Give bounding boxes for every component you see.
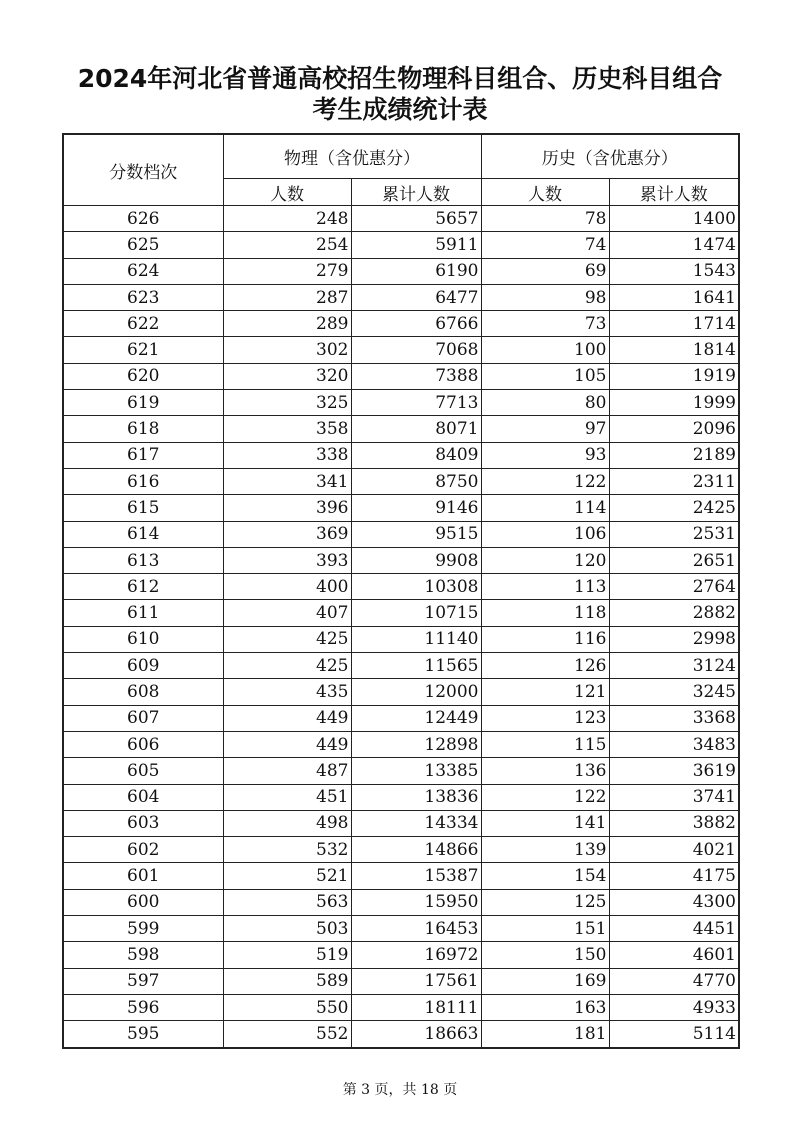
table-row xyxy=(63,574,739,600)
cell-physics-count: 503 xyxy=(223,916,351,942)
cell-history-cumulative: 3245 xyxy=(609,679,739,705)
cell-history-count: 113 xyxy=(481,574,609,600)
cell-history-cumulative: 5114 xyxy=(609,1021,739,1048)
cell-score: 614 xyxy=(63,521,223,547)
cell-score: 613 xyxy=(63,547,223,573)
cell-physics-count: 521 xyxy=(223,863,351,889)
cell-history-cumulative: 4021 xyxy=(609,837,739,863)
cell-history-count: 163 xyxy=(481,994,609,1020)
table-row xyxy=(63,416,739,442)
cell-score: 608 xyxy=(63,679,223,705)
cell-physics-cumulative: 18663 xyxy=(351,1021,481,1048)
cell-physics-count: 519 xyxy=(223,942,351,968)
cell-physics-cumulative: 7713 xyxy=(351,390,481,416)
document-title-line1: 2024年河北省普通高校招生物理科目组合、历史科目组合 xyxy=(77,64,723,93)
cell-history-count: 150 xyxy=(481,942,609,968)
cell-score: 611 xyxy=(63,600,223,626)
cell-physics-cumulative: 12000 xyxy=(351,679,481,705)
table-row xyxy=(63,390,739,416)
cell-physics-cumulative: 8750 xyxy=(351,468,481,494)
cell-score: 596 xyxy=(63,994,223,1020)
cell-physics-cumulative: 7388 xyxy=(351,363,481,389)
table-row xyxy=(63,495,739,521)
header-physics-cumulative: 累计人数 xyxy=(351,179,481,206)
table-header xyxy=(63,134,739,206)
cell-history-count: 141 xyxy=(481,810,609,836)
cell-score: 604 xyxy=(63,784,223,810)
cell-physics-cumulative: 5657 xyxy=(351,206,481,232)
cell-physics-count: 289 xyxy=(223,311,351,337)
cell-history-cumulative: 1400 xyxy=(609,206,739,232)
cell-physics-cumulative: 9908 xyxy=(351,547,481,573)
cell-physics-count: 369 xyxy=(223,521,351,547)
cell-history-cumulative: 1641 xyxy=(609,284,739,310)
cell-physics-cumulative: 16453 xyxy=(351,916,481,942)
cell-history-cumulative: 2531 xyxy=(609,521,739,547)
cell-history-cumulative: 2882 xyxy=(609,600,739,626)
cell-history-count: 123 xyxy=(481,705,609,731)
table-row xyxy=(63,942,739,968)
cell-physics-count: 532 xyxy=(223,837,351,863)
cell-physics-count: 449 xyxy=(223,731,351,757)
cell-physics-cumulative: 13385 xyxy=(351,758,481,784)
cell-physics-count: 563 xyxy=(223,889,351,915)
cell-physics-cumulative: 6190 xyxy=(351,258,481,284)
cell-history-cumulative: 1543 xyxy=(609,258,739,284)
table-row xyxy=(63,284,739,310)
cell-score: 603 xyxy=(63,810,223,836)
cell-physics-cumulative: 10308 xyxy=(351,574,481,600)
cell-score: 618 xyxy=(63,416,223,442)
cell-history-count: 78 xyxy=(481,206,609,232)
cell-physics-count: 425 xyxy=(223,653,351,679)
cell-physics-cumulative: 15950 xyxy=(351,889,481,915)
cell-physics-cumulative: 11565 xyxy=(351,653,481,679)
cell-history-count: 181 xyxy=(481,1021,609,1048)
cell-history-cumulative: 1714 xyxy=(609,311,739,337)
table-row xyxy=(63,1021,739,1048)
cell-history-count: 69 xyxy=(481,258,609,284)
cell-physics-cumulative: 9146 xyxy=(351,495,481,521)
header-history-cumulative: 累计人数 xyxy=(609,179,739,206)
cell-physics-cumulative: 10715 xyxy=(351,600,481,626)
document-title-line2: 考生成绩统计表 xyxy=(312,95,488,124)
header-history-count: 人数 xyxy=(481,179,609,206)
cell-history-count: 93 xyxy=(481,442,609,468)
cell-physics-cumulative: 11140 xyxy=(351,626,481,652)
cell-physics-cumulative: 17561 xyxy=(351,968,481,994)
cell-history-cumulative: 3741 xyxy=(609,784,739,810)
cell-physics-cumulative: 6477 xyxy=(351,284,481,310)
cell-score: 607 xyxy=(63,705,223,731)
cell-physics-count: 487 xyxy=(223,758,351,784)
cell-physics-count: 550 xyxy=(223,994,351,1020)
cell-history-count: 122 xyxy=(481,468,609,494)
cell-history-cumulative: 4300 xyxy=(609,889,739,915)
table-row xyxy=(63,206,739,232)
table-row xyxy=(63,758,739,784)
cell-physics-cumulative: 7068 xyxy=(351,337,481,363)
cell-physics-count: 279 xyxy=(223,258,351,284)
cell-history-count: 80 xyxy=(481,390,609,416)
cell-history-count: 73 xyxy=(481,311,609,337)
table-row xyxy=(63,810,739,836)
cell-physics-cumulative: 13836 xyxy=(351,784,481,810)
cell-history-count: 97 xyxy=(481,416,609,442)
cell-physics-count: 449 xyxy=(223,705,351,731)
table-row xyxy=(63,889,739,915)
cell-score: 610 xyxy=(63,626,223,652)
cell-physics-cumulative: 8409 xyxy=(351,442,481,468)
cell-score: 609 xyxy=(63,653,223,679)
cell-history-count: 105 xyxy=(481,363,609,389)
cell-physics-cumulative: 5911 xyxy=(351,232,481,258)
table-row xyxy=(63,600,739,626)
table-row xyxy=(63,468,739,494)
cell-physics-cumulative: 14866 xyxy=(351,837,481,863)
cell-history-cumulative: 2998 xyxy=(609,626,739,652)
table-row xyxy=(63,731,739,757)
cell-physics-count: 325 xyxy=(223,390,351,416)
header-history: 历史（含优惠分） xyxy=(481,134,739,179)
cell-history-cumulative: 2189 xyxy=(609,442,739,468)
cell-history-cumulative: 1919 xyxy=(609,363,739,389)
cell-history-count: 98 xyxy=(481,284,609,310)
cell-score: 595 xyxy=(63,1021,223,1048)
cell-physics-count: 425 xyxy=(223,626,351,652)
cell-physics-cumulative: 6766 xyxy=(351,311,481,337)
cell-physics-cumulative: 18111 xyxy=(351,994,481,1020)
cell-history-count: 115 xyxy=(481,731,609,757)
cell-score: 626 xyxy=(63,206,223,232)
cell-history-count: 116 xyxy=(481,626,609,652)
cell-score: 599 xyxy=(63,916,223,942)
page-footer: 第 3 页，共 18 页 xyxy=(342,1082,458,1098)
cell-physics-count: 254 xyxy=(223,232,351,258)
table-row xyxy=(63,784,739,810)
cell-history-count: 136 xyxy=(481,758,609,784)
cell-history-cumulative: 3124 xyxy=(609,653,739,679)
cell-history-cumulative: 2096 xyxy=(609,416,739,442)
table-row xyxy=(63,337,739,363)
cell-physics-count: 341 xyxy=(223,468,351,494)
table-row xyxy=(63,863,739,889)
cell-history-count: 139 xyxy=(481,837,609,863)
cell-physics-cumulative: 12898 xyxy=(351,731,481,757)
cell-history-cumulative: 2651 xyxy=(609,547,739,573)
cell-physics-count: 396 xyxy=(223,495,351,521)
cell-history-cumulative: 3368 xyxy=(609,705,739,731)
cell-history-cumulative: 2764 xyxy=(609,574,739,600)
header-score-level: 分数档次 xyxy=(63,134,223,206)
cell-physics-cumulative: 8071 xyxy=(351,416,481,442)
cell-history-count: 154 xyxy=(481,863,609,889)
cell-physics-count: 302 xyxy=(223,337,351,363)
cell-history-count: 106 xyxy=(481,521,609,547)
table-row xyxy=(63,232,739,258)
score-statistics-table xyxy=(62,133,740,1049)
cell-physics-count: 320 xyxy=(223,363,351,389)
cell-score: 606 xyxy=(63,731,223,757)
cell-history-count: 118 xyxy=(481,600,609,626)
cell-score: 615 xyxy=(63,495,223,521)
cell-score: 622 xyxy=(63,311,223,337)
cell-history-cumulative: 1814 xyxy=(609,337,739,363)
table-row xyxy=(63,679,739,705)
cell-history-cumulative: 2425 xyxy=(609,495,739,521)
table-row xyxy=(63,837,739,863)
cell-score: 623 xyxy=(63,284,223,310)
cell-score: 605 xyxy=(63,758,223,784)
cell-score: 620 xyxy=(63,363,223,389)
cell-physics-cumulative: 15387 xyxy=(351,863,481,889)
cell-score: 616 xyxy=(63,468,223,494)
cell-history-cumulative: 1474 xyxy=(609,232,739,258)
cell-score: 625 xyxy=(63,232,223,258)
cell-history-count: 121 xyxy=(481,679,609,705)
cell-physics-count: 248 xyxy=(223,206,351,232)
table-row xyxy=(63,363,739,389)
cell-score: 624 xyxy=(63,258,223,284)
cell-physics-cumulative: 9515 xyxy=(351,521,481,547)
cell-physics-count: 435 xyxy=(223,679,351,705)
cell-history-cumulative: 4770 xyxy=(609,968,739,994)
cell-history-cumulative: 4175 xyxy=(609,863,739,889)
cell-physics-count: 407 xyxy=(223,600,351,626)
cell-physics-cumulative: 16972 xyxy=(351,942,481,968)
table-row xyxy=(63,521,739,547)
cell-history-count: 126 xyxy=(481,653,609,679)
cell-physics-count: 338 xyxy=(223,442,351,468)
cell-score: 612 xyxy=(63,574,223,600)
cell-score: 597 xyxy=(63,968,223,994)
cell-history-count: 100 xyxy=(481,337,609,363)
header-physics-count: 人数 xyxy=(223,179,351,206)
cell-history-count: 74 xyxy=(481,232,609,258)
cell-history-cumulative: 3882 xyxy=(609,810,739,836)
cell-history-cumulative: 4601 xyxy=(609,942,739,968)
cell-history-count: 114 xyxy=(481,495,609,521)
table-row xyxy=(63,994,739,1020)
cell-physics-count: 498 xyxy=(223,810,351,836)
table-row xyxy=(63,705,739,731)
cell-physics-count: 393 xyxy=(223,547,351,573)
table-row xyxy=(63,968,739,994)
table-row xyxy=(63,653,739,679)
cell-score: 602 xyxy=(63,837,223,863)
cell-history-cumulative: 4451 xyxy=(609,916,739,942)
table-row xyxy=(63,258,739,284)
cell-history-count: 125 xyxy=(481,889,609,915)
cell-physics-cumulative: 14334 xyxy=(351,810,481,836)
cell-score: 601 xyxy=(63,863,223,889)
cell-physics-count: 589 xyxy=(223,968,351,994)
cell-history-cumulative: 3483 xyxy=(609,731,739,757)
cell-history-cumulative: 3619 xyxy=(609,758,739,784)
cell-physics-count: 552 xyxy=(223,1021,351,1048)
cell-physics-count: 400 xyxy=(223,574,351,600)
table-row xyxy=(63,442,739,468)
cell-physics-count: 451 xyxy=(223,784,351,810)
cell-score: 621 xyxy=(63,337,223,363)
cell-history-count: 122 xyxy=(481,784,609,810)
cell-physics-count: 287 xyxy=(223,284,351,310)
cell-history-count: 120 xyxy=(481,547,609,573)
cell-score: 617 xyxy=(63,442,223,468)
cell-history-count: 169 xyxy=(481,968,609,994)
table-row xyxy=(63,916,739,942)
cell-score: 619 xyxy=(63,390,223,416)
table-row xyxy=(63,311,739,337)
cell-score: 600 xyxy=(63,889,223,915)
cell-history-count: 151 xyxy=(481,916,609,942)
cell-physics-cumulative: 12449 xyxy=(351,705,481,731)
table-row xyxy=(63,547,739,573)
table-body xyxy=(63,206,739,1048)
cell-history-cumulative: 1999 xyxy=(609,390,739,416)
cell-history-cumulative: 2311 xyxy=(609,468,739,494)
cell-physics-count: 358 xyxy=(223,416,351,442)
table-row xyxy=(63,626,739,652)
cell-score: 598 xyxy=(63,942,223,968)
header-physics: 物理（含优惠分） xyxy=(223,134,481,179)
cell-history-cumulative: 4933 xyxy=(609,994,739,1020)
